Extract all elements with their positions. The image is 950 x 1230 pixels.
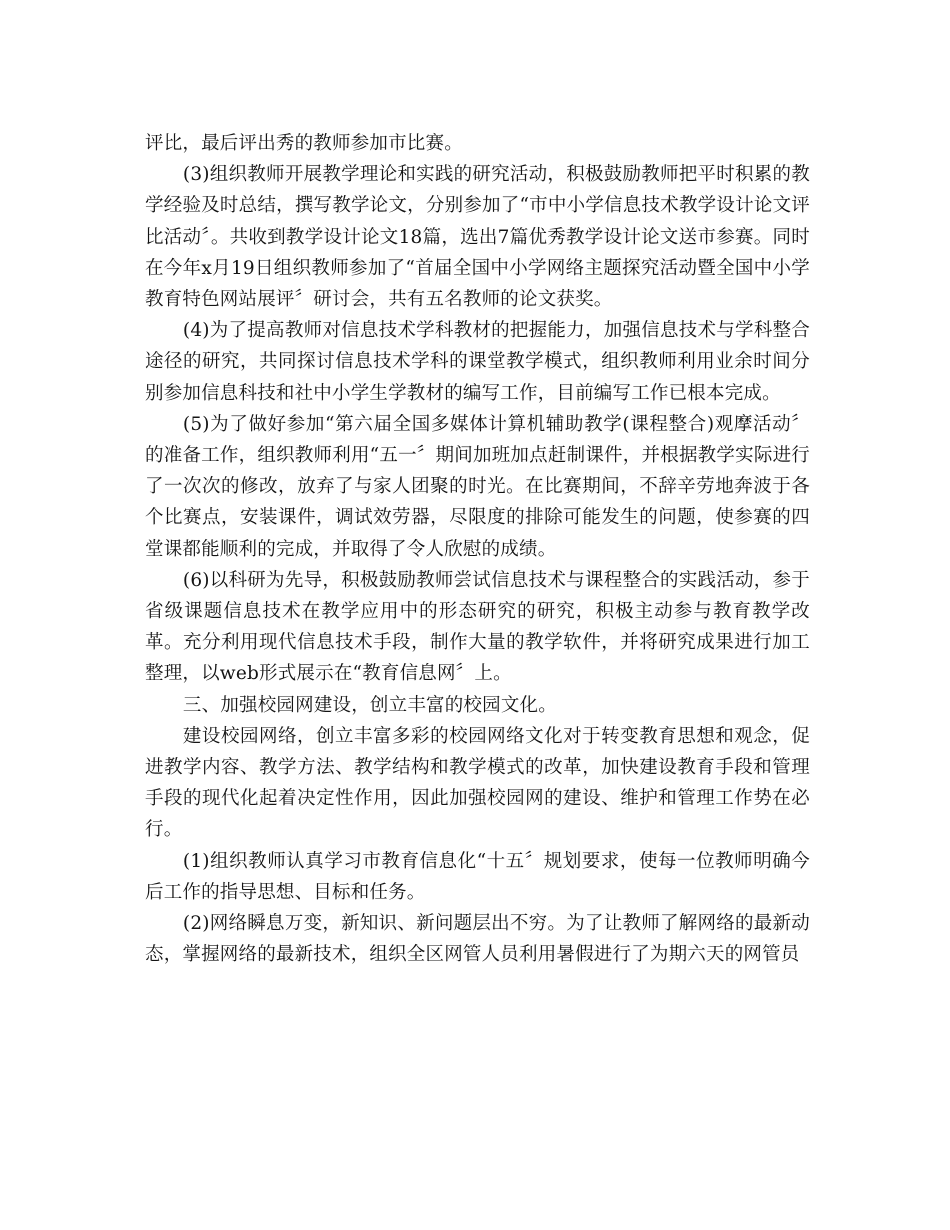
paragraph-continuation: 评比，最后评出秀的教师参加市比赛。 [145,133,463,154]
paragraph-item-6: (6)以科研为先导，积极鼓励教师尝试信息技术与课程整合的实践活动，参于省级课题信息技术在教学应用中的形态研究的研究，积极主动参与教育教学改革。充分利用现代信息技术手段，制作大量的教学软件，并将研究成果进行加工整理，以web形式展示在“教育信息网〞上。 [145,569,810,685]
paragraph-item-3: (3)组织教师开展教学理论和实践的研究活动，积极鼓励教师把平时积累的教学经验及时总结，撰写教学论文，分别参加了“市中小学信息技术教学设计论文评比活动〞。共收到教学设计论文18篇，选出7篇优秀教学设计论文送市参赛。同时在今年x月19日组织教师参加了“首届全国中小学网络主题探究活动暨全国中小学教育特色网站展评〞研讨会，共有五名教师的论文获奖。 [145,164,810,311]
paragraph-item-4: (4)为了提高教师对信息技术学科教材的把握能力，加强信息技术与学科整合途径的研究，共同探讨信息技术学科的课堂教学模式，组织教师利用业余时间分别参加信息科技和社中小学生学教材的编写工作，目前编写工作已根本完成。 [145,320,810,404]
paragraph-sub-item-2: (2)网络瞬息万变，新知识、新问题层出不穷。为了让教师了解网络的最新动态，掌握网络的最新技术，组织全区网管人员利用暑假进行了为期六天的网管员 [145,913,810,966]
section-heading-3: 三、加强校园网建设，创立丰富的校园文化。 [182,694,557,716]
paragraph-section-intro: 建设校园网络，创立丰富多彩的校园网络文化对于转变教育思想和观念，促进教学内容、教学方法、教学结构和教学模式的改革，加快建设教育手段和管理手段的现代化起着决定性作用，因此加强校园网的建设、维护和管理工作势在必行。 [145,725,810,841]
paragraph-sub-item-1: (1)组织教师认真学习市教育信息化“十五〞规划要求，使每一位教师明确今后工作的指导思想、目标和任务。 [145,850,810,903]
document-page [145,128,810,970]
paragraph-item-5: (5)为了做好参加“第六届全国多媒体计算机辅助教学(课程整合)观摩活动〞的准备工作，组织教师利用“五一〞期间加班加点赶制课件，并根据教学实际进行了一次次的修改，放弃了与家人团聚的时光。在比赛期间，不辞辛劳地奔波于各个比赛点，安装课件，调试效劳器，尽限度的排除可能发生的问题，使参赛的四堂课都能顺利的完成，并取得了令人欣慰的成绩。 [145,413,810,560]
